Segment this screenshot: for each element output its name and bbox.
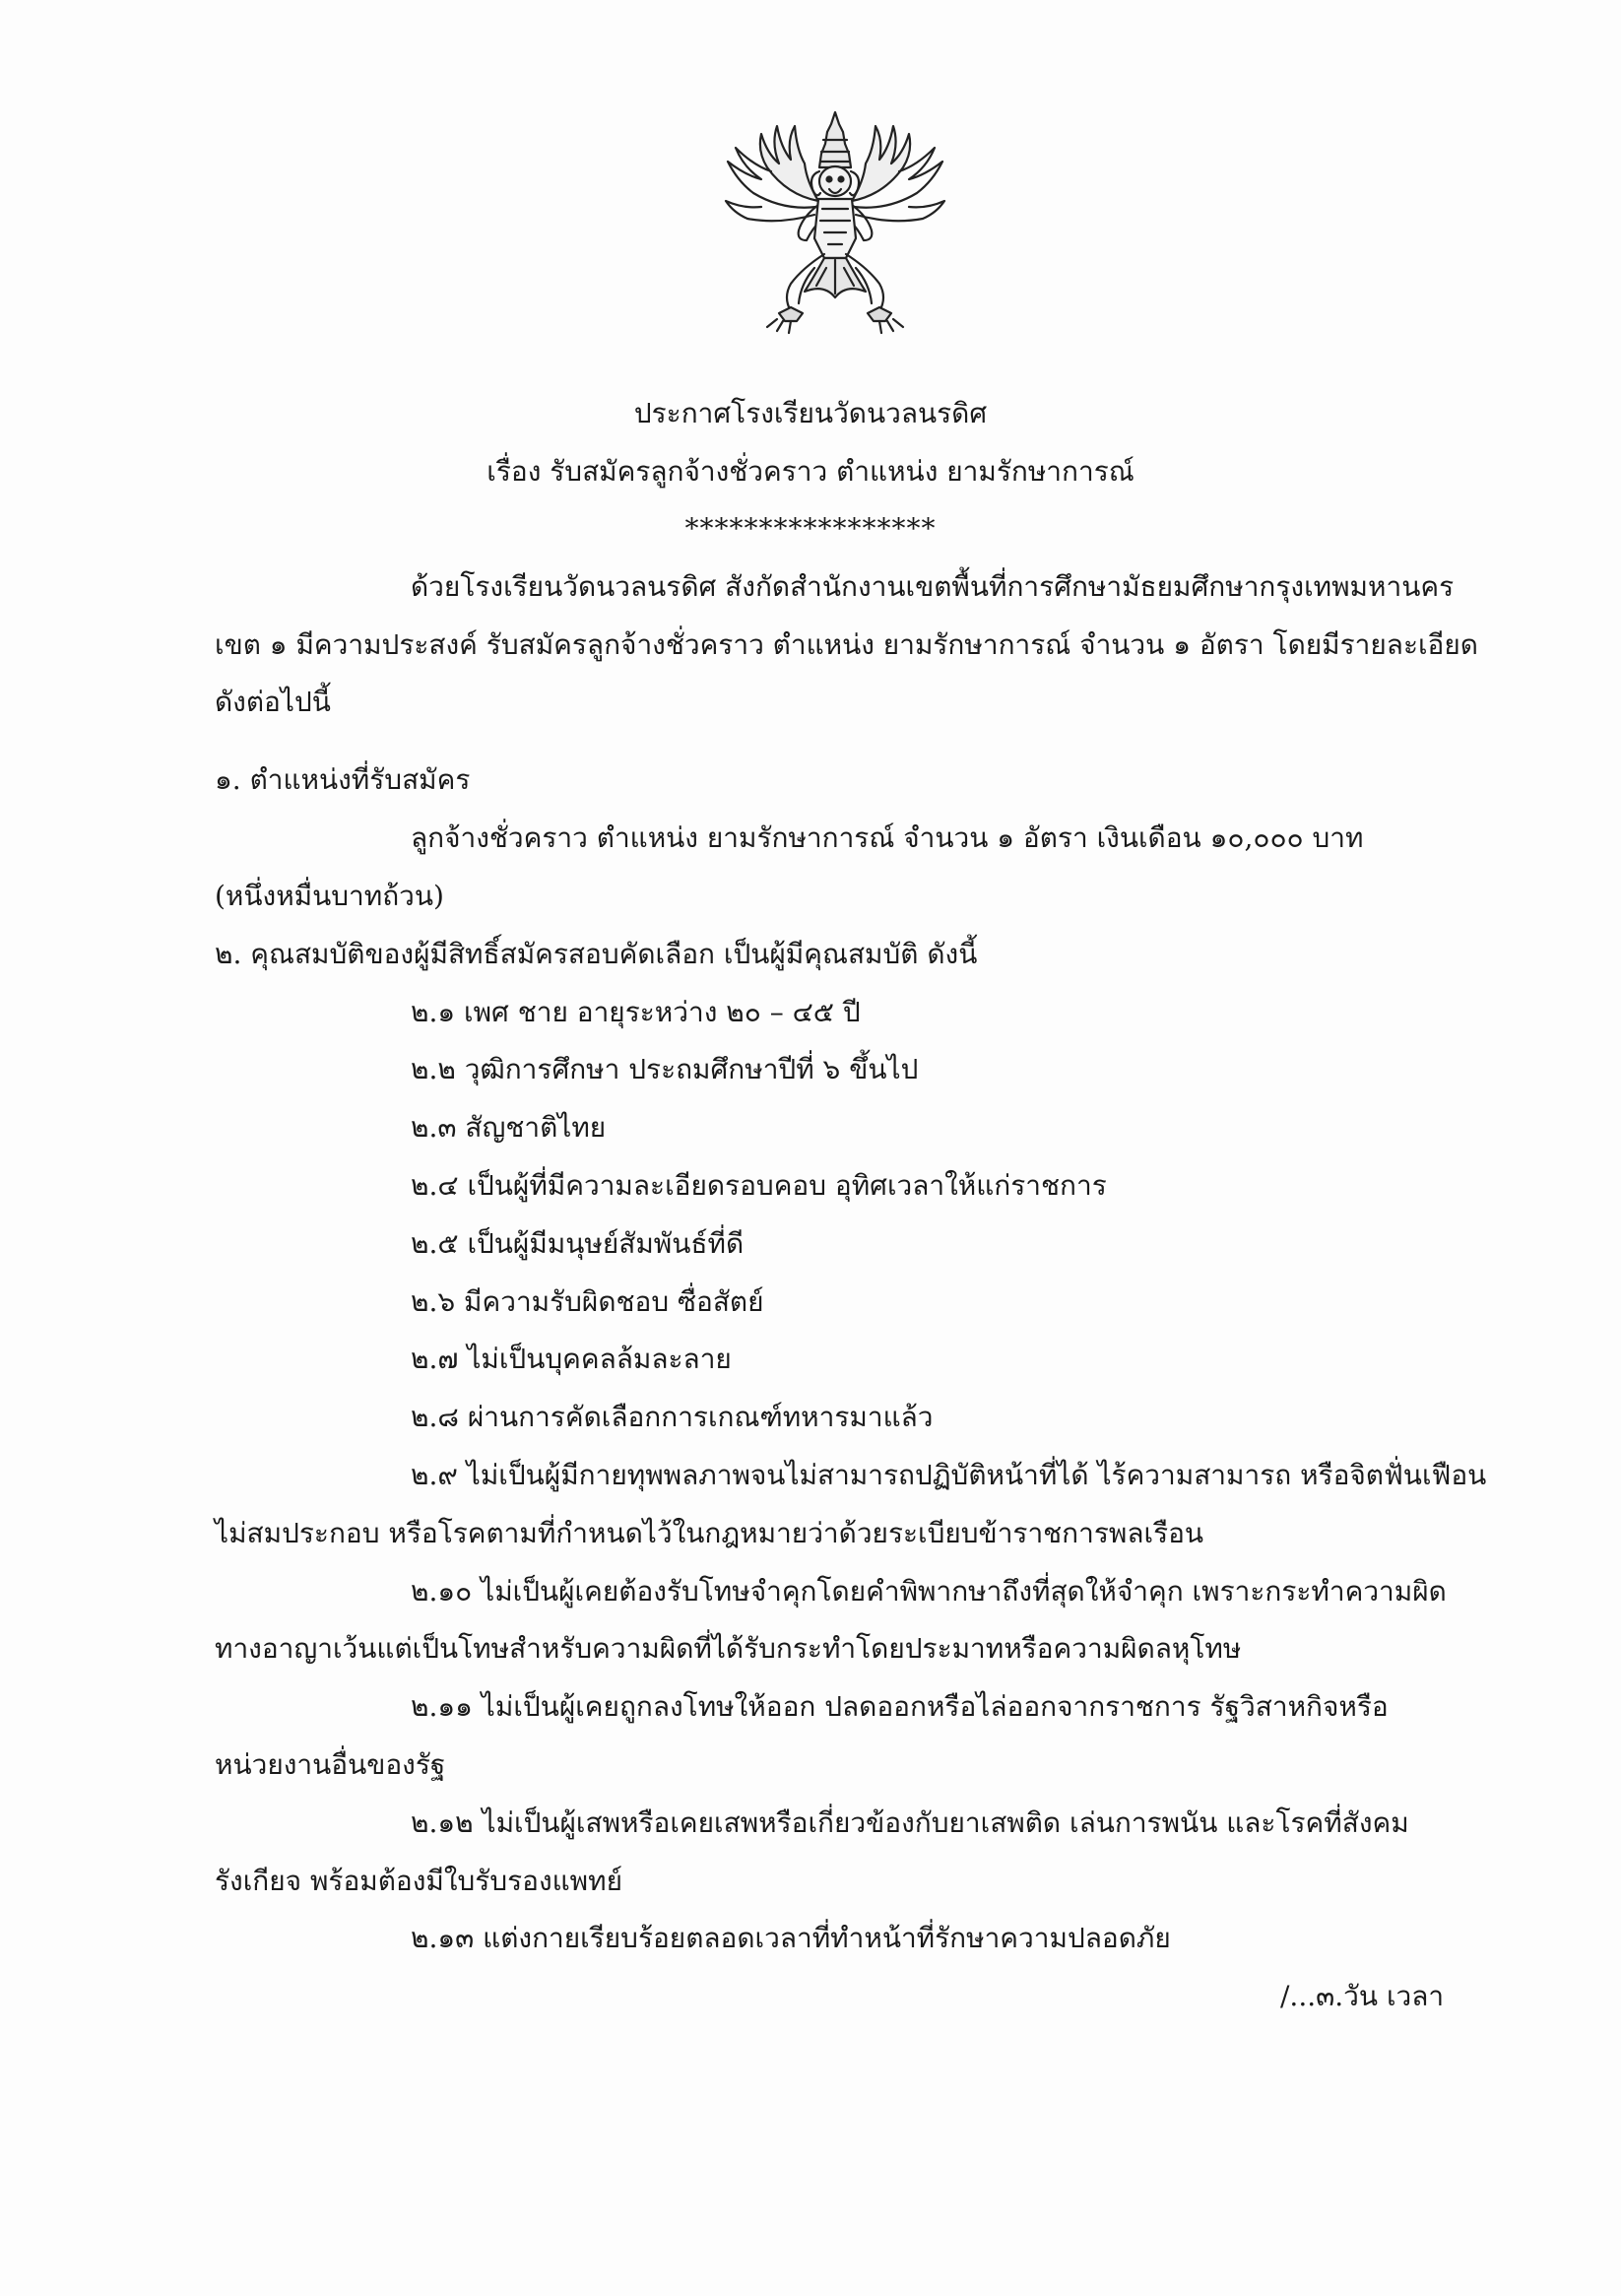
qualification-item-continued: หน่วยงานอื่นของรัฐ: [215, 1748, 446, 1781]
qualification-item: ๒.๑๓ แต่งกายเรียบร้อยตลอดเวลาที่ทำหน้าที่รักษาความปลอดภัย: [411, 1922, 1171, 1954]
qualification-item-continued: รังเกียจ พร้อมต้องมีใบรับรองแพทย์: [215, 1865, 622, 1897]
qualification-item-continued: ไม่สมประกอบ หรือโรคตามที่กำหนดไว้ในกฎหมายว่าด้วยระเบียบข้าราชการพลเรือน: [215, 1517, 1204, 1549]
qualification-item: ๒.๔ เป็นผู้ที่มีความละเอียดรอบคอบ อุทิศเวลาให้แก่ราชการ: [411, 1169, 1107, 1202]
qualification-item: ๒.๕ เป็นผู้มีมนุษย์สัมพันธ์ที่ดี: [411, 1227, 745, 1260]
qualification-item: ๒.๑๒ ไม่เป็นผู้เสพหรือเคยเสพหรือเกี่ยวข้องกับยาเสพติด เล่นการพนัน และโรคที่สังคม: [411, 1806, 1409, 1839]
qualification-item: ๒.๗ ไม่เป็นบุคคลล้มละลาย: [411, 1343, 732, 1375]
garuda-emblem-icon: [722, 110, 948, 337]
section-1-line-1: ลูกจ้างชั่วคราว ตำแหน่ง ยามรักษาการณ์ จำนวน ๑ อัตรา เงินเดือน ๑๐,๐๐๐ บาท: [411, 821, 1364, 854]
section-2-heading: ๒. คุณสมบัติของผู้มีสิทธิ์สมัครสอบคัดเลือก เป็นผู้มีคุณสมบัติ ดังนี้: [215, 938, 978, 970]
qualification-item: ๒.๑๑ ไม่เป็นผู้เคยถูกลงโทษให้ออก ปลดออกหรือไล่ออกจากราชการ รัฐวิสาหกิจหรือ: [411, 1690, 1389, 1723]
continuation-marker: /...๓.วัน เวลา: [1280, 1980, 1445, 2012]
qualification-item: ๒.๓ สัญชาติไทย: [411, 1111, 607, 1144]
announcement-subject: เรื่อง รับสมัครลูกจ้างชั่วคราว ตำแหน่ง ยามรักษาการณ์: [486, 455, 1135, 488]
announcement-title: ประกาศโรงเรียนวัดนวลนรดิศ: [633, 397, 988, 429]
qualification-item: ๒.๒ วุฒิการศึกษา ประถมศึกษาปีที่ ๖ ขึ้นไป: [411, 1053, 919, 1085]
section-1-line-2: (หนึ่งหมื่นบาทถ้วน): [215, 880, 444, 912]
intro-line-3: ดังต่อไปนี้: [215, 686, 331, 718]
qualification-item: ๒.๑ เพศ ชาย อายุระหว่าง ๒๐ – ๔๕ ปี: [411, 996, 861, 1028]
section-1-heading: ๑. ตำแหน่งที่รับสมัคร: [215, 763, 471, 796]
intro-line-1: ด้วยโรงเรียนวัดนวลนรดิศ สังกัดสำนักงานเขตพื้นที่การศึกษามัธยมศึกษากรุงเทพมหานคร: [411, 570, 1455, 603]
qualification-item: ๒.๘ ผ่านการคัดเลือกการเกณฑ์ทหารมาแล้ว: [411, 1401, 934, 1433]
title-separator: *****************: [684, 512, 937, 545]
qualification-item-continued: ทางอาญาเว้นแต่เป็นโทษสำหรับความผิดที่ได้รับกระทำโดยประมาทหรือความผิดลหุโทษ: [215, 1632, 1242, 1665]
qualification-item: ๒.๙ ไม่เป็นผู้มีกายทุพพลภาพจนไม่สามารถปฏิบัติหน้าที่ได้ ไร้ความสามารถ หรือจิตฟั่นเฟือน: [411, 1459, 1487, 1491]
qualification-item: ๒.๖ มีความรับผิดชอบ ซื่อสัตย์: [411, 1285, 764, 1318]
qualification-item: ๒.๑๐ ไม่เป็นผู้เคยต้องรับโทษจำคุกโดยคำพิพากษาถึงที่สุดให้จำคุก เพราะกระทำความผิด: [411, 1575, 1447, 1607]
intro-line-2: เขต ๑ มีความประสงค์ รับสมัครลูกจ้างชั่วคราว ตำแหน่ง ยามรักษาการณ์ จำนวน ๑ อัตรา โดยมีรายละเอียด: [215, 628, 1478, 661]
